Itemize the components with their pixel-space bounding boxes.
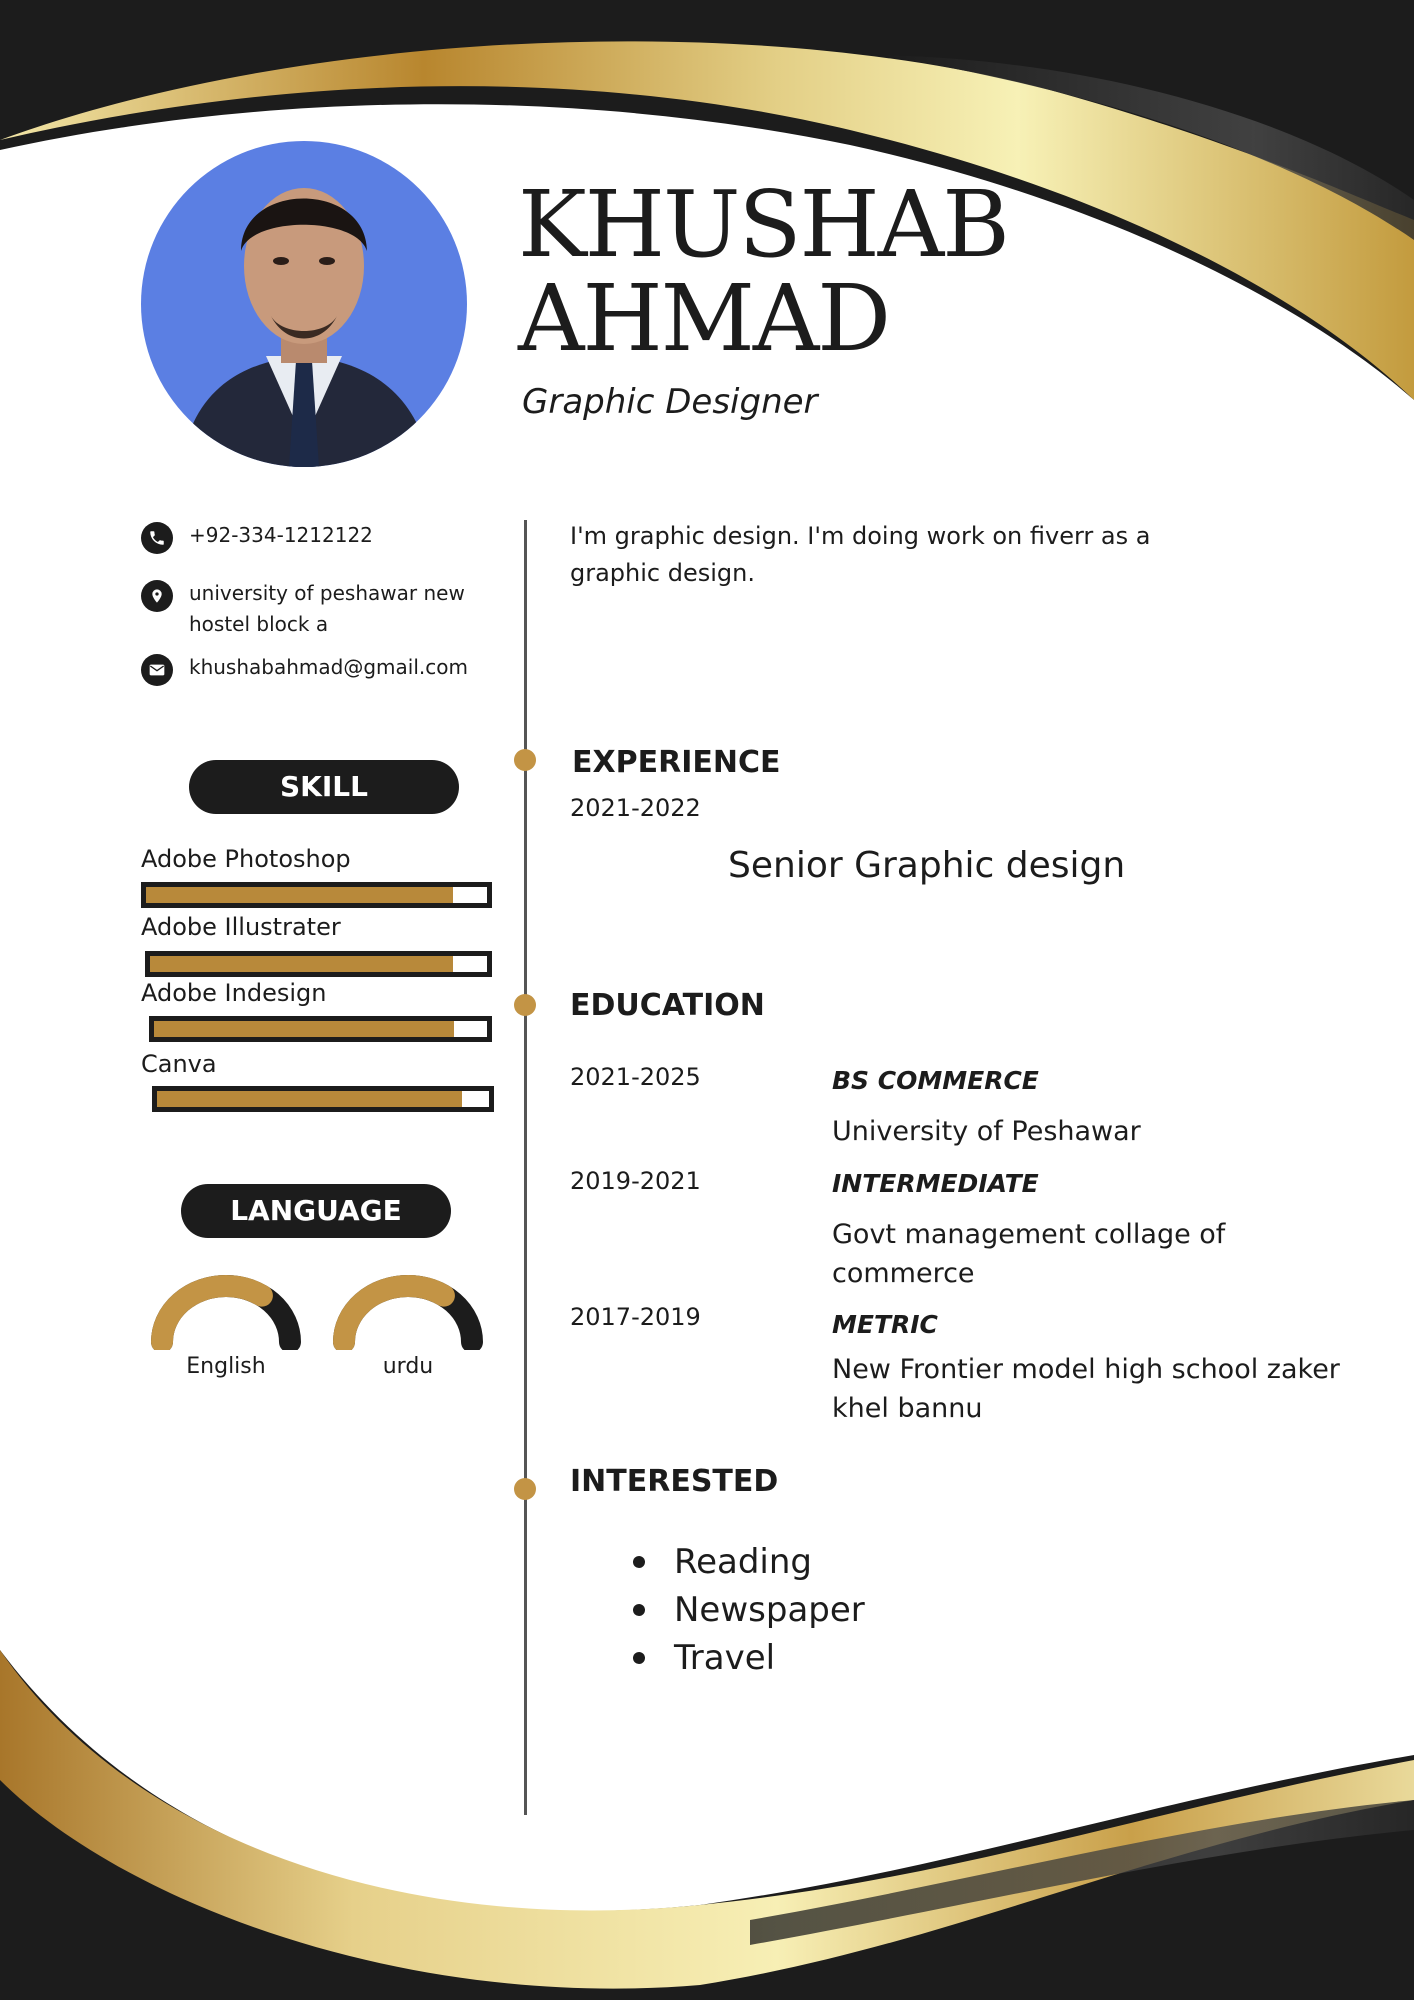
timeline-dot <box>514 1478 536 1500</box>
timeline-line <box>524 520 527 1815</box>
list-item: Newspaper <box>630 1586 865 1634</box>
education-years: 2021-2025 <box>570 1063 701 1091</box>
contact-address <box>141 578 519 640</box>
about-text: I'm graphic design. I'm doing work on fiverr as a graphic design. <box>570 522 1151 587</box>
skill-bar <box>145 951 492 977</box>
language-heading: LANGUAGE <box>181 1184 451 1238</box>
phone-number: +92-334-1212122 <box>189 523 373 547</box>
interests-heading: INTERESTED <box>570 1464 779 1499</box>
experience-position: Senior Graphic design <box>728 845 1126 886</box>
education-school: University of Peshawar <box>832 1116 1141 1147</box>
education-degree: INTERMEDIATE <box>832 1169 1039 1198</box>
education-years: 2017-2019 <box>570 1303 701 1331</box>
skill-label: Adobe Indesign <box>141 979 327 1007</box>
contact-phone <box>141 520 519 554</box>
interests-list <box>630 1538 865 1682</box>
skill-bar-fill <box>157 1091 462 1107</box>
education-years: 2019-2021 <box>570 1167 701 1195</box>
education-school: Govt management collage of commerce <box>832 1219 1226 1289</box>
list-item: Reading <box>630 1538 865 1586</box>
phone-icon <box>141 522 173 554</box>
skill-heading: SKILL <box>189 760 459 814</box>
language-label: English <box>186 1354 266 1379</box>
language-label: urdu <box>382 1354 434 1379</box>
timeline-dot <box>514 994 536 1016</box>
last-name: AHMAD <box>518 265 890 372</box>
skill-label: Canva <box>141 1050 217 1078</box>
language-gauge <box>332 1270 484 1350</box>
experience-heading: EXPERIENCE <box>572 745 781 780</box>
address-text: university of peshawar new hostel block a <box>189 581 465 636</box>
experience-years: 2021-2022 <box>570 794 701 822</box>
skill-bar <box>152 1086 494 1112</box>
skill-bar <box>149 1016 492 1042</box>
first-name: KHUSHAB <box>518 171 1008 278</box>
skill-label: Adobe Illustrater <box>141 913 341 941</box>
skill-bar-fill <box>146 887 453 903</box>
skill-bar <box>141 882 492 908</box>
job-title: Graphic Designer <box>522 382 818 422</box>
skill-bar-fill <box>154 1021 454 1037</box>
education-degree: METRIC <box>832 1310 938 1339</box>
timeline-dot <box>514 749 536 771</box>
full-name <box>518 171 1008 372</box>
skill-bar-fill <box>150 956 453 972</box>
education-heading: EDUCATION <box>570 988 765 1023</box>
contact-email <box>141 652 519 686</box>
education-school: New Frontier model high school zaker khel bannu <box>832 1354 1340 1424</box>
skill-label: Adobe Photoshop <box>141 845 351 873</box>
avatar <box>141 141 467 467</box>
list-item: Travel <box>630 1634 865 1682</box>
language-gauge <box>150 1270 302 1350</box>
mail-icon <box>141 654 173 686</box>
location-pin-icon <box>141 580 173 612</box>
email-address: khushabahmad@gmail.com <box>189 655 468 679</box>
education-degree: BS COMMERCE <box>832 1066 1039 1095</box>
